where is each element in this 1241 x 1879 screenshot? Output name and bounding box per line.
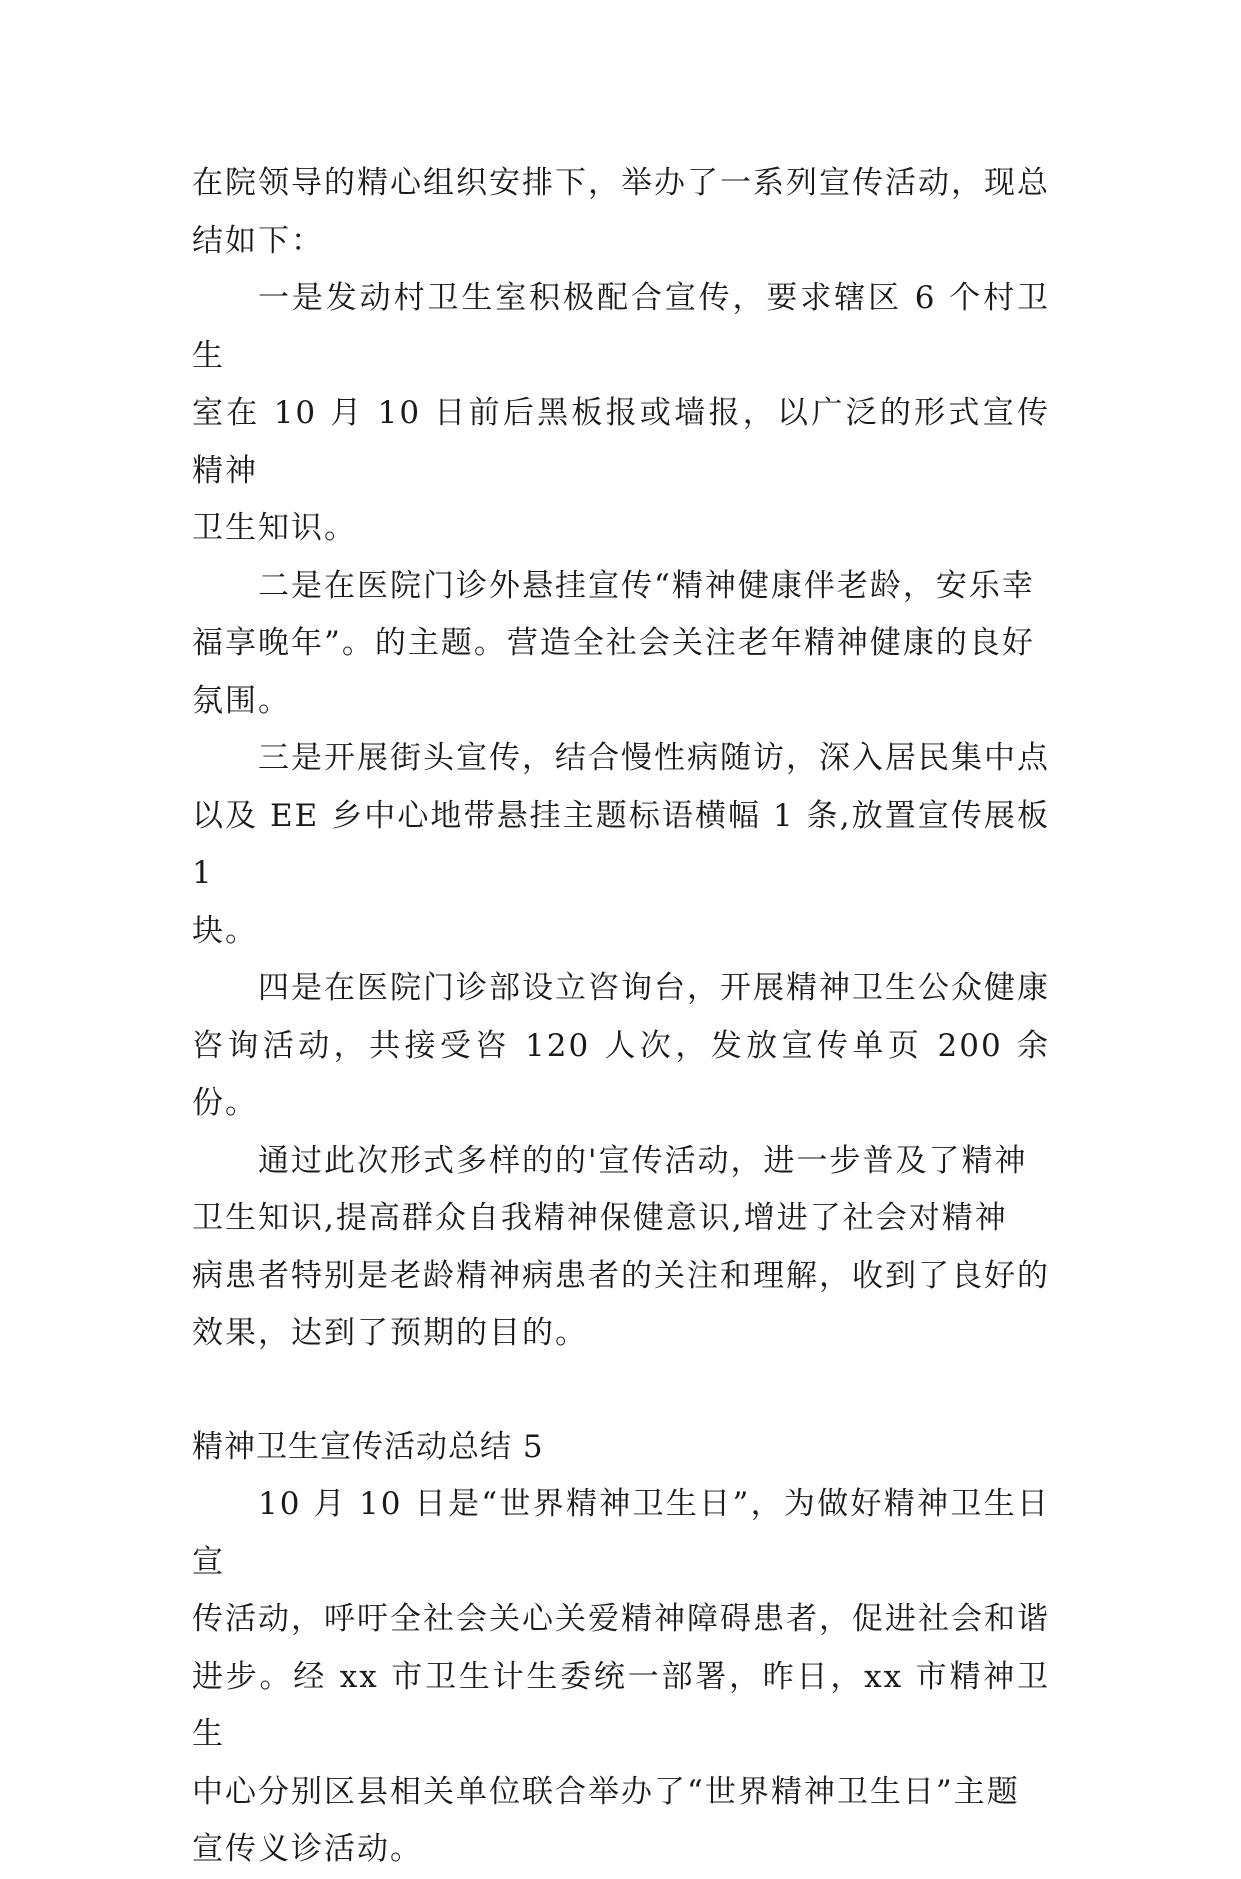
document-body [192, 155, 1050, 1879]
paragraph-item-one: 一是发动村卫生室积极配合宣传，要求辖区 6 个村卫生 室在 10 月 10 日前后黑板报或墙报，以广泛的形式宣传精神 卫生知识。 [192, 280, 1050, 546]
paragraph-item-four: 四是在医院门诊部设立咨询台，开展精神卫生公众健康 咨询活动，共接受咨 120 人次，发放宣传单页 200 余份。 [192, 970, 1050, 1121]
paragraph-conclusion: 通过此次形式多样的的'宣传活动，进一步普及了精神 卫生知识,提高群众自我精神保健意识,增进了社会对精神 病患者特别是老龄精神病患者的关注和理解，收到了良好的 效果，达到了预期的目的。 [192, 1142, 1050, 1351]
paragraph-section-intro: 10 月 10 日是“世界精神卫生日”，为做好精神卫生日宣 传活动，呼吁全社会关心关爱精神障碍患者，促进社会和谐 进步。经 xx 市卫生计生委统一部署，昨日，xx 市精神卫生 中心分别区县相关单位联合举办了“世界精神卫生日”主题 宣传义诊活动。 [192, 1486, 1050, 1867]
paragraph-intro-continuation: 在院领导的精心组织安排下，举办了一系列宣传活动，现总 结如下： [192, 165, 1050, 259]
section-title: 精神卫生宣传活动总结 5 [192, 1428, 544, 1465]
paragraph-item-three: 三是开展街头宣传，结合慢性病随访，深入居民集中点 以及 EE 乡中心地带悬挂主题标语横幅 1 条,放置宣传展板 1 块。 [192, 740, 1050, 949]
paragraph-item-two: 二是在医院门诊外悬挂宣传“精神健康伴老龄，安乐幸 福享晚年”。的主题。营造全社会关注老年精神健康的良好 氛围。 [192, 567, 1035, 719]
